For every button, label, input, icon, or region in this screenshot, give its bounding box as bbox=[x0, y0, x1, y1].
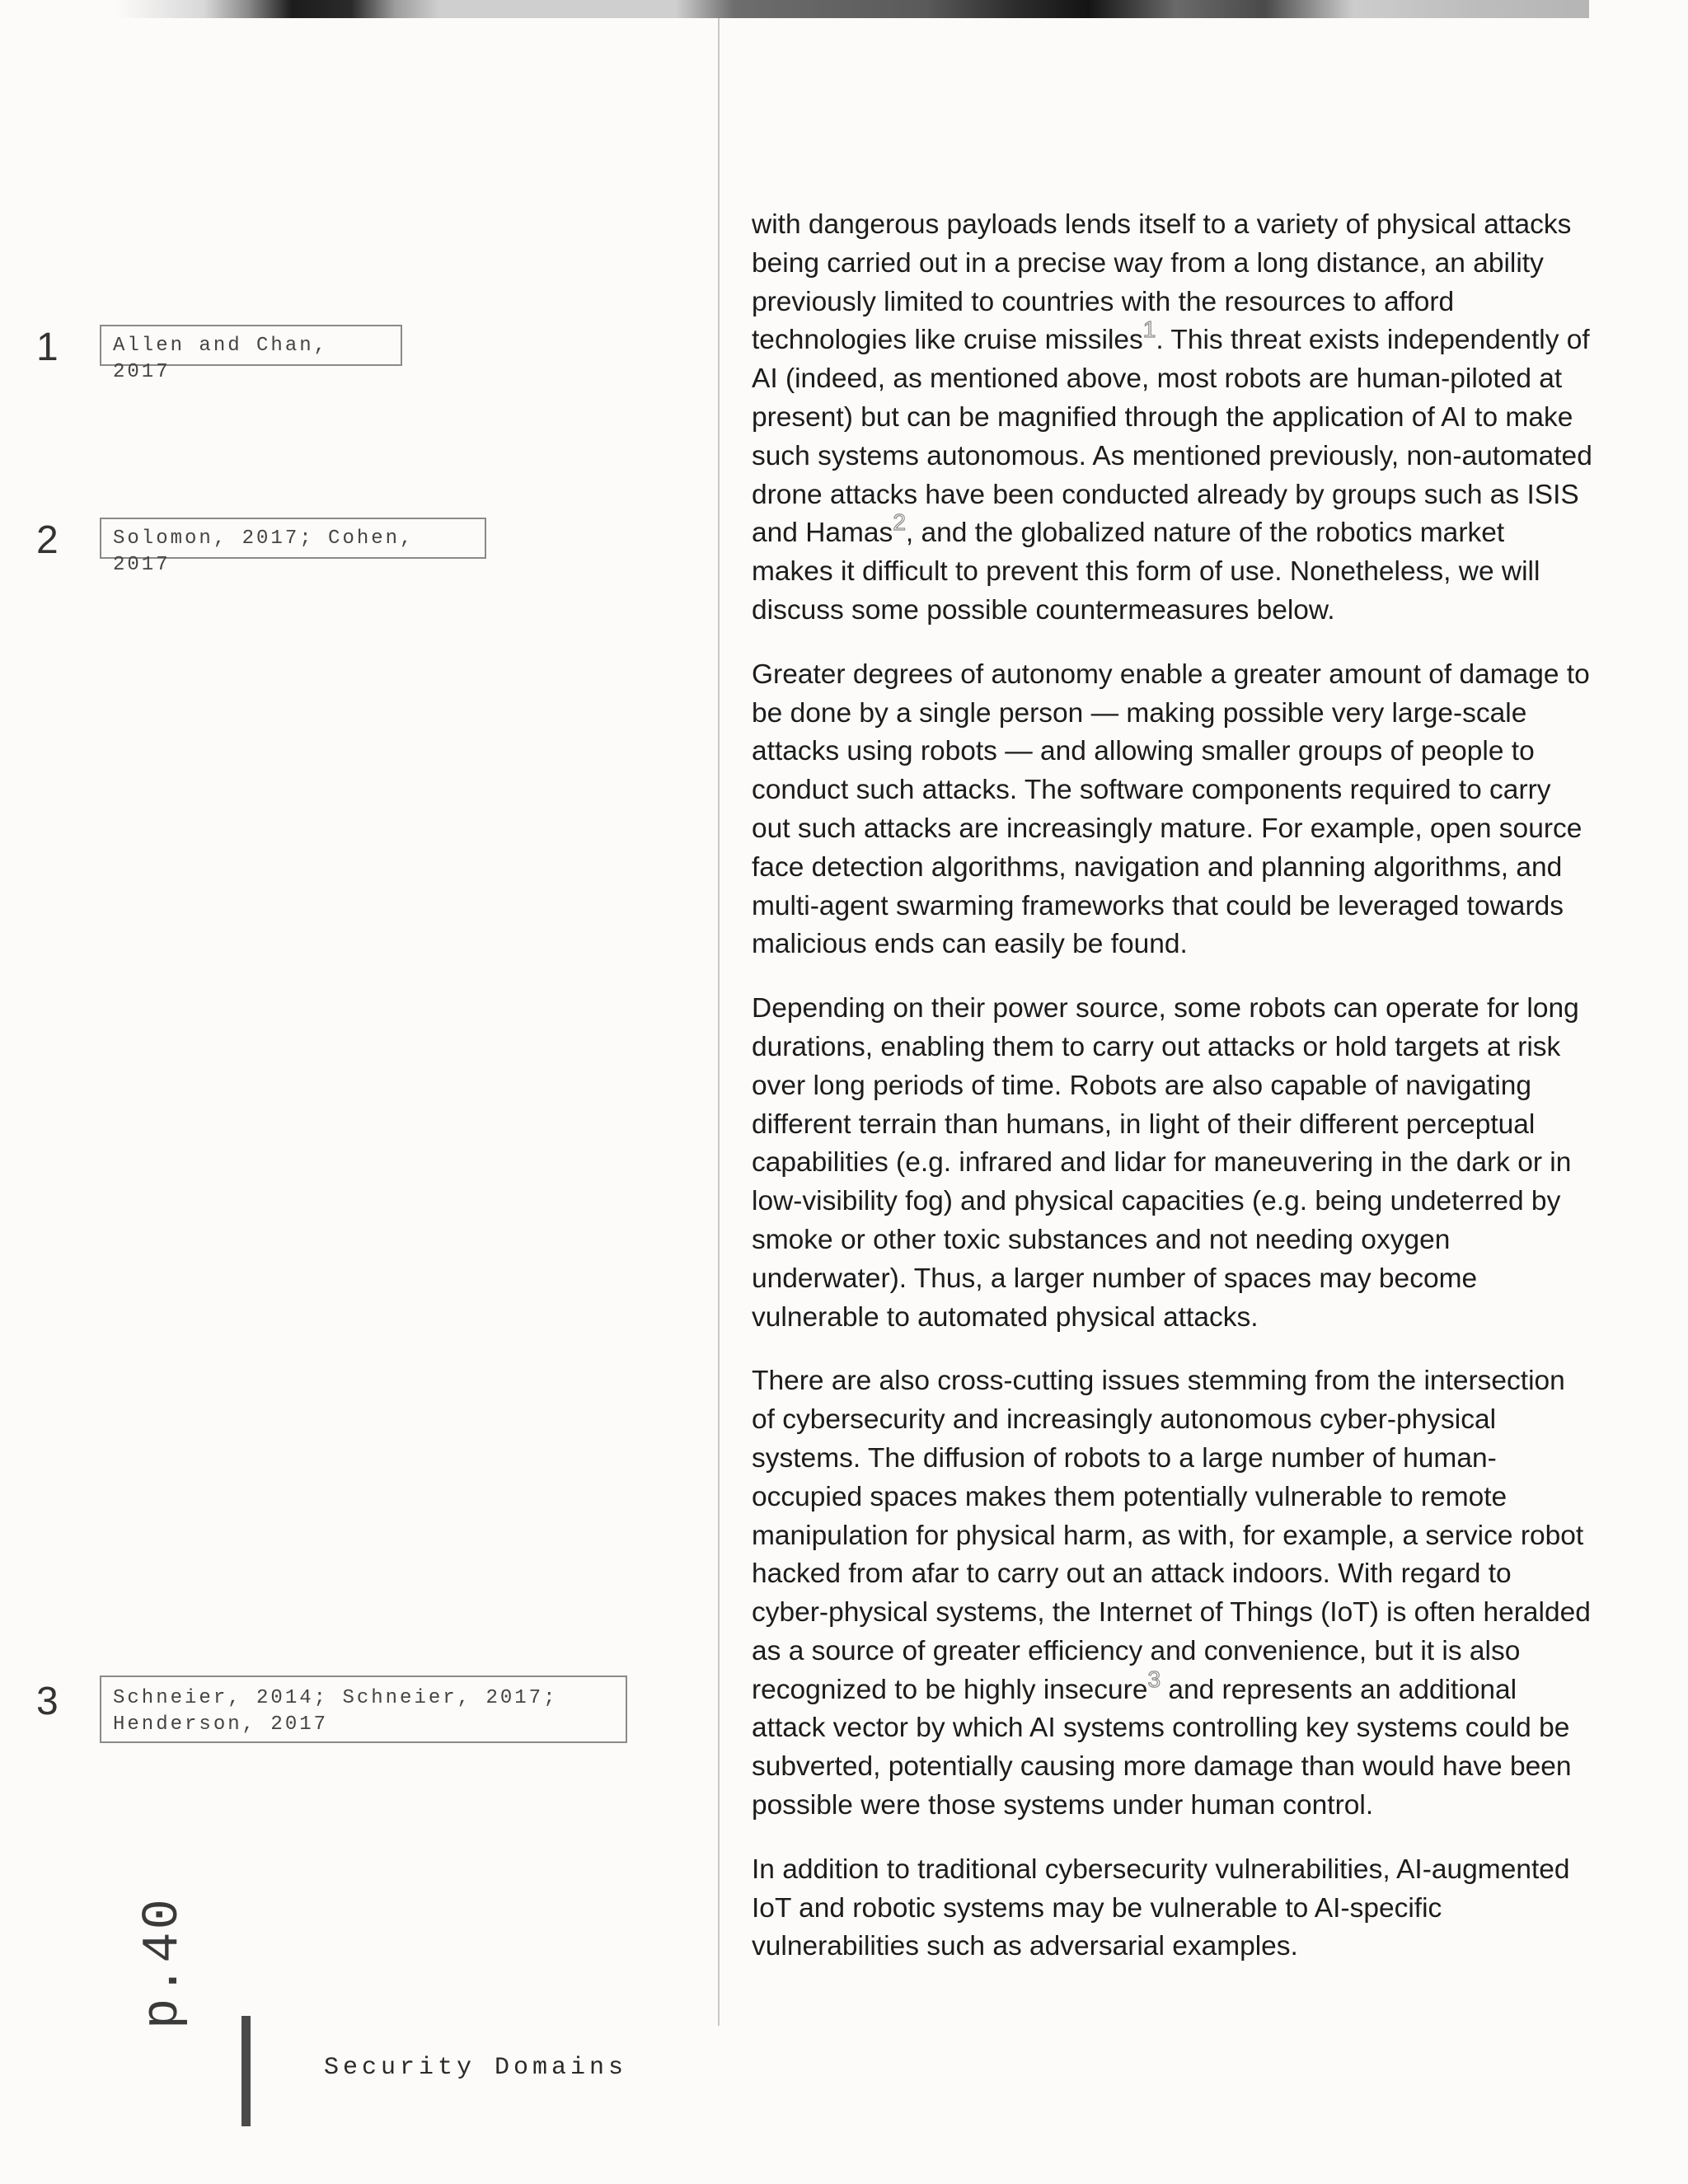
paragraph-5: In addition to traditional cybersecurity vulnerabilities, AI-augmented IoT and robotic systems may be vulnerable to AI-specific vulnerabilities such as adversarial examples. bbox=[752, 1854, 1570, 1962]
note-number-2: 2 bbox=[36, 518, 59, 562]
note-number-3: 3 bbox=[36, 1680, 59, 1723]
note-number-1: 1 bbox=[36, 326, 59, 369]
footnote-ref-3[interactable]: 3 bbox=[1147, 1666, 1161, 1692]
page-marker-bar bbox=[241, 2016, 251, 2126]
paragraph-1: with dangerous payloads lends itself to a variety of physical attacks being carried out in a precise way from a long distance, an ability previously limited to countries with the resources to afford technologies like cruise missiles$^1$. This threat exists independently of AI (indeed, as mentioned above, most robots are human-piloted at present) but can be magnified through the application of AI to make such systems autonomous. As mentioned previously, non-automated drone attacks have been conducted already by groups such as ISIS and Hamas$^2$, and the globalized nature of the robotics market makes it difficult to prevent this form of use. Nonetheless, we will discuss some possible countermeasures below. bbox=[752, 209, 1592, 626]
note-citation-2: Solomon, 2017; Cohen, 2017 bbox=[100, 518, 486, 559]
footnote-ref-2[interactable]: 2 bbox=[893, 509, 906, 536]
header-gradient-strip bbox=[115, 0, 1589, 18]
paragraph-3: Depending on their power source, some robots can operate for long durations, enabling them to carry out attacks or hold targets at risk over long periods of time. Robots are also capable of navigating different terrain than humans, in light of their different perceptual capabilities (e.g. infrared and lidar for maneuvering in the dark or in low-visibility fog) and physical capacities (e.g. being undeterred by smoke or other toxic substances and not needing oxygen underwater). Thus, a larger number of spaces may become vulnerable to automated physical attacks. bbox=[752, 993, 1579, 1333]
column-divider bbox=[718, 18, 720, 2026]
note-citation-3: Schneier, 2014; Schneier, 2017; Henderson, 2017 bbox=[100, 1675, 627, 1743]
body-text-column bbox=[752, 206, 1592, 1992]
note-citation-1: Allen and Chan, 2017 bbox=[100, 325, 402, 366]
paragraph-4: There are also cross-cutting issues stemming from the intersection of cybersecurity and increasingly autonomous cyber-physical systems. The diffusion of robots to a large number of human-occupied spaces makes them potentially vulnerable to remote manipulation for physical harm, as with, for example, a service robot hacked from afar to carry out an attack indoors. With regard to cyber-physical systems, the Internet of Things (IoT) is often heralded as a source of greater efficiency and convenience, but it is also recognized to be highly insecure$^3$ and represents an additional attack vector by which AI systems controlling key systems could be subverted, potentially causing more damage than would have been possible were those systems under human control. bbox=[752, 1366, 1591, 1821]
paragraph-2: Greater degrees of autonomy enable a greater amount of damage to be done by a single person — making possible very large-scale attacks using robots — and allowing smaller groups of people to conduct such attacks. The software components required to carry out such attacks are increasingly mature. For example, open source face detection algorithms, navigation and planning algorithms, and multi-agent swarming frameworks that could be leveraged towards malicious ends can easily be found. bbox=[752, 658, 1590, 960]
page-number: p.40 bbox=[134, 1896, 192, 2029]
section-title: Security Domains bbox=[324, 2054, 628, 2082]
footnote-ref-1[interactable]: 1 bbox=[1142, 316, 1156, 343]
